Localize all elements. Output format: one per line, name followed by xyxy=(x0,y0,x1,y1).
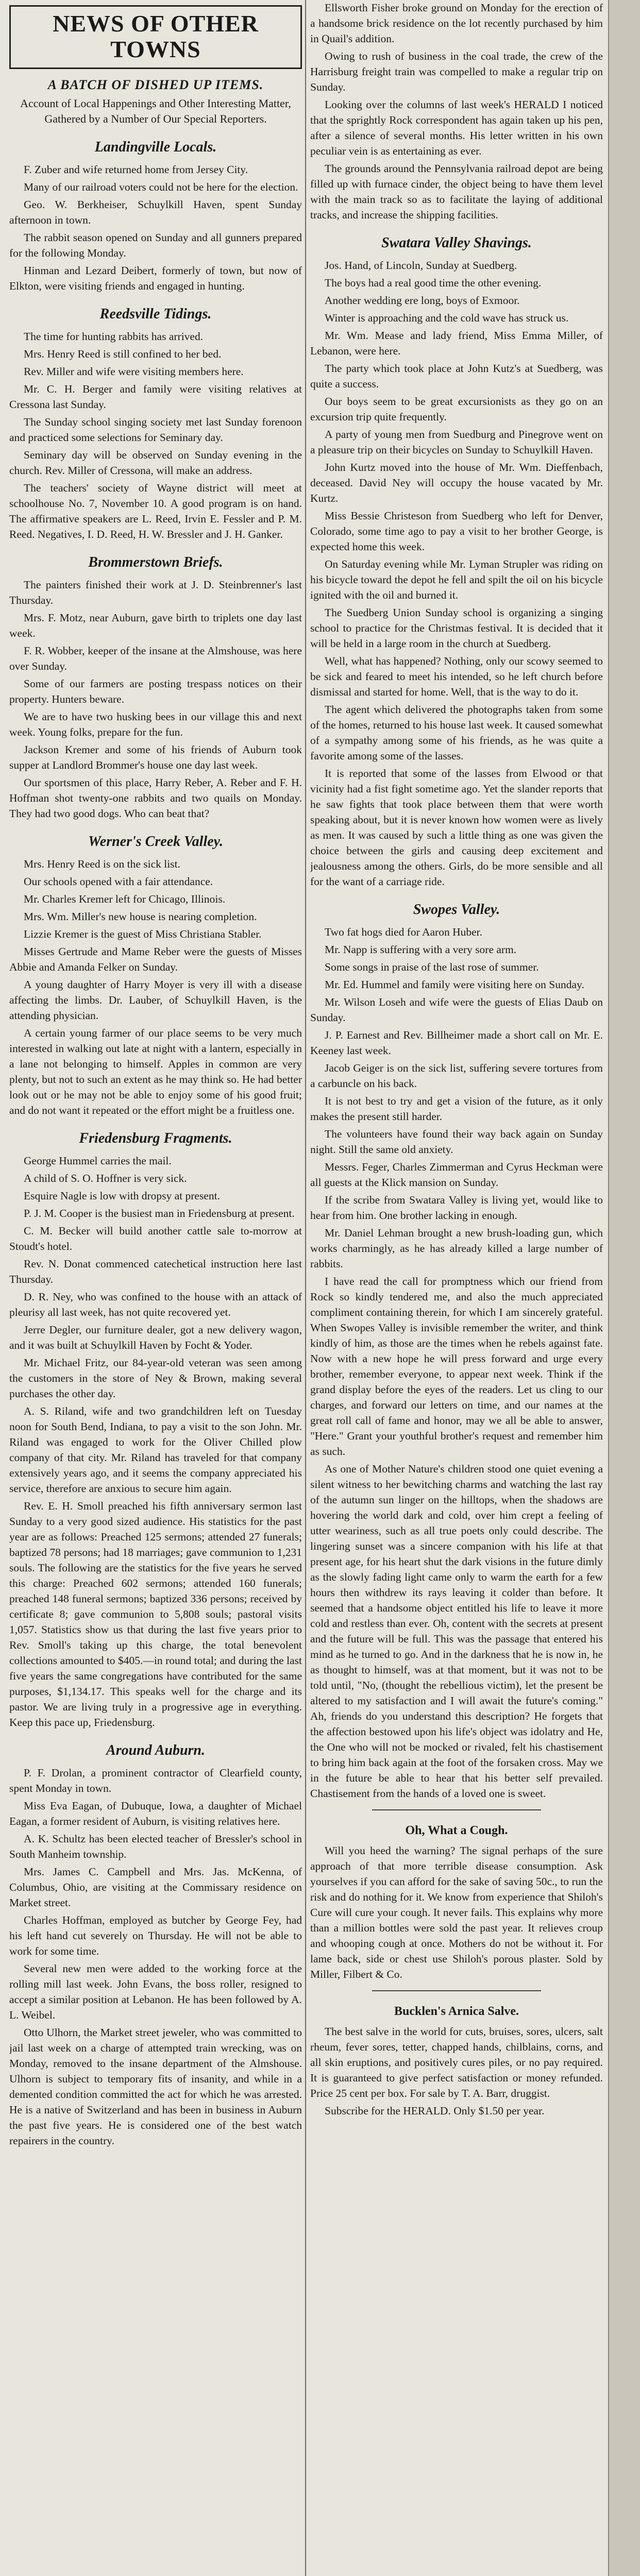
news-item: The Sunday school singing society met last Sunday forenoon and practiced some selections for Seminary day. xyxy=(9,416,302,444)
section-title: Reedsville Tidings. xyxy=(99,306,212,322)
news-item: Jerre Degler, our furniture dealer, got a new delivery wagon, and it was built at Schuylkill Haven by Focht & Yoder. xyxy=(9,1324,302,1351)
news-item: D. R. Ney, who was confined to the house with an attack of pleurisy all last week, has not quite recovered yet. xyxy=(9,1291,302,1318)
news-item: A child of S. O. Hoffner is very sick. xyxy=(24,1172,187,1184)
news-item: F. Zuber and wife returned home from Jersey City. xyxy=(24,163,248,176)
news-item: Another wedding ere long, boys of Exmoor. xyxy=(325,294,520,307)
news-item: The Suedberg Union Sunday school is organizing a singing school to practice for the Christmas festival. It is decided that it will be held in a large room in the church at Suedberg. xyxy=(310,606,603,650)
news-item: The agent which delivered the photographs taken from some of the homes, returned to his house last week. It caused somewhat of a sympathy among some of his friends, as he was quite a favorite among some of the lasses. xyxy=(310,703,603,762)
news-item: On Saturday evening while Mr. Lyman Strupler was riding on his bicycle toward the depot he fell and spilt the oil on his bicycle ignited with the oil and burned it. xyxy=(310,558,603,601)
news-item: If the scribe from Swatara Valley is living yet, would like to hear from him. One brother lacking in enough. xyxy=(310,1194,603,1222)
news-item: Charles Hoffman, employed as butcher by George Fey, had his left hand cut severely on Thursday. He will not be able to work for some time. xyxy=(9,1914,302,1957)
news-item: The grounds around the Pennsylvania railroad depot are being filled up with furnace cinder, the object being to have them level with the main track so as to facilitate the laying of additional tracks, and increase the shipping facilities. xyxy=(310,162,603,221)
headline-subdeck: Account of Local Happenings and Other Interesting Matter, Gathered by a Number of Our Special Reporters. xyxy=(20,97,291,125)
news-item: The volunteers have found their way back again on Sunday night. Still the same old anxiety. xyxy=(310,1128,603,1156)
news-item: It is not best to try and get a vision of the future, as it only makes the present still harder. xyxy=(310,1095,603,1123)
news-item: We are to have two husking bees in our village this and next week. Young folks, prepare for the fun. xyxy=(9,710,302,738)
news-item: Mr. Daniel Lehman brought a new brush-loading gun, which works charmingly, as he has already killed a large number of rabbits. xyxy=(310,1227,603,1270)
news-item: Mrs. James C. Campbell and Mrs. Jas. McKenna, of Columbus, Ohio, are visiting at the Commissary residence on Market street. xyxy=(9,1866,302,1909)
news-item: Well, what has happened? Nothing, only our scowy seemed to be sick and feared to meet his intended, so he left church before dismissal and started for home. Well, that is the way to do it. xyxy=(310,655,603,698)
news-item: Rev. E. H. Smoll preached his fifth anniversary sermon last Sunday to a very good sized audience. His statistics for the past year are as follows: Preached 125 sermons; attended 27 funerals; baptized 78 persons; had 18 marriages; gave communion to 1,231 souls. The following are the statistics for the five years he served this charge: Preached 602 sermons; attended 160 funerals; preached 148 funeral sermons; baptized 336 persons; received by certificate 8; gave communion to 5,808 souls; pastoral visits 1,057. Statistics show us that during the last five years prior to Rev. Smoll's taking up this charge, the total benevolent collections amounted to $405.—in round total; and during the last five years the same congregations have contributed for the same purposes, $1,134.17. This speaks well for the charge and its pastor. We are living truly in a progressive age in everything. Keep this pace up, Friedensburg. xyxy=(9,1500,302,1728)
page-headline: NEWS OF OTHER TOWNS xyxy=(9,5,302,69)
section-title: Brommerstown Briefs. xyxy=(88,554,223,570)
news-item: The time for hunting rabbits has arrived. xyxy=(24,330,204,343)
news-item: Two fat hogs died for Aaron Huber. xyxy=(325,926,482,938)
news-item: The teachers' society of Wayne district will meet at schoolhouse No. 7, November 10. A good program is on hand. The affirmative speakers are L. Reed, Irvin E. Fessler and P. M. Reed. Negatives, I. D. Reed, H. W. Bressler and J. H. Ganker. xyxy=(9,482,302,540)
news-item: Mrs. Wm. Miller's new house is nearing completion. xyxy=(24,910,257,923)
news-item: A certain young farmer of our place seems to be very much interested in walking out late at night with a lantern, especially in a lane not belonging to himself. Apples in common are very plenty, but not to such an extent as he may think so. He had better look out or he may not be able to enjoy some of his good fruit; and do not want it repeated or the effort might be a fruitless one. xyxy=(9,1027,302,1116)
column-rule xyxy=(305,0,306,2576)
news-item: As one of Mother Nature's children stood one quiet evening a silent witness to her bewitching charms and watching the last ray of the autumn sun linger on the hilltops, when the shadows are hovering the world dark and cold, over him crept a feeling of utter weariness, such as all true poets only could describe. The lingering sunset was a sincere companion with his life at that present age, for his heart shut the dark visions in the future dimly as the slowly fading light came only to warm the earth for a few hours then withdrew its rays leaving it colder than before. It seemed that a handsome object entitled his life to leave it more cold and restless than ever. Oh, content with the secrets at present and the future will be full. This was the passage that entered his mind as he turned to go. And in the darkness that he is now in, he as thought to himself, was at that moment, but it was not to be told until, "No, (thought the rebellious victim), let the present be altered to my satisfaction and I will await the future's coming." Ah, friends do you understand this description? He forgets that the affection bestowed upon his life's object was idolatry and He, the One who will not be mocked or rivaled, felt his chastisement to bring him back again at the foot of the forsaken cross. May we in the future be able to hear that his better self prevailed. Chastisement from the hands of a loved one is sweet. xyxy=(310,1463,603,1800)
news-item: Misses Gertrude and Mame Reber were the guests of Misses Abbie and Amanda Felker on Sunday. xyxy=(9,945,302,973)
news-item: F. R. Wobber, keeper of the insane at the Almshouse, was here over Sunday. xyxy=(9,645,302,672)
news-item: Our schools opened with a fair attendance. xyxy=(24,875,213,888)
news-item: P. J. M. Cooper is the busiest man in Friedensburg at present. xyxy=(24,1207,295,1219)
right-sections xyxy=(310,0,603,1801)
news-item: A. K. Schultz has been elected teacher of Bressler's school in South Manheim township. xyxy=(9,1833,302,1860)
ad-divider-2 xyxy=(372,1990,541,1991)
section-title: Landingville Locals. xyxy=(94,139,217,155)
headline-deck: A BATCH OF DISHED UP ITEMS. xyxy=(47,77,264,92)
news-item: The party which took place at John Kutz's at Suedberg, was quite a success. xyxy=(310,362,603,390)
news-item: Ellsworth Fisher broke ground on Monday for the erection of a handsome brick residence on the lot recently purchased by him in Quail's addition. xyxy=(310,2,603,45)
news-item: Miss Bessie Christeson from Suedberg who left for Denver, Colorado, some time ago to pay a visit to her brother George, is expected home this week. xyxy=(310,510,603,553)
ad-salve-title: Bucklen's Arnica Salve. xyxy=(394,2005,519,2018)
news-item: It is reported that some of the lasses from Elwood or that vicinity had a fist fight sometime ago. Yet the slander reports that he saw fights that took place between them that were worth speaking about, but it is never known how women were as lively as men. It was caused by such a little thing as one was given the choice between the girls and causing deep excitement and jealousness among the others. Girls, do be more sensible and all for the want of a carriage ride. xyxy=(310,767,603,888)
news-item: Several new men were added to the working force at the rolling mill last week. John Evans, the boss roller, resigned to accept a similar position at Lebanon. He has been followed by A. L. Weibel. xyxy=(9,1962,302,2021)
left-column xyxy=(9,0,302,2576)
ad-cough-body: Will you heed the warning? The signal perhaps of the sure approach of that more terrible disease consumption. Ask yourselves if you can afford for the sake of saving 50c., to run the risk and do nothing for it. We know from experience that Shiloh's Cure will cure your cough. It never fails. This explains why more than a million bottles were sold the past year. It relieves croup and whooping cough at once. Mothers do not be without it. For lame back, side or chest use Shiloh's porous plaster. Sold by Miller, Filbert & Co. xyxy=(310,1844,603,1980)
section-title: Swopes Valley. xyxy=(413,902,500,918)
news-item: Looking over the columns of last week's HERALD I noticed that the sprightly Rock correspondent has again taken up his pen, after a silence of several months. His letter written in his own peculiar vein is as entertaining as ever. xyxy=(310,98,603,157)
news-item: The rabbit season opened on Sunday and all gunners prepared for the following Monday. xyxy=(9,231,302,259)
ad-salve-body: The best salve in the world for cuts, bruises, sores, ulcers, salt rheum, fever sores, tetter, chapped hands, chilblains, corns, and all skin eruptions, and positively cures piles, or no pay required. It is guaranteed to give perfect satisfaction or money refunded. Price 25 cent per box. For sale by T. A. Barr, druggist. xyxy=(310,2025,603,2099)
right-column xyxy=(310,0,603,2576)
news-item: Mr. Wm. Mease and lady friend, Miss Emma Miller, of Lebanon, were here. xyxy=(310,329,603,357)
news-item: P. F. Drolan, a prominent contractor of Clearfield county, spent Monday in town. xyxy=(9,1767,302,1794)
news-item: The boys had a real good time the other evening. xyxy=(325,277,542,289)
news-item: Mrs. F. Motz, near Auburn, gave birth to triplets one day last week. xyxy=(9,612,302,639)
news-item: Owing to rush of business in the coal trade, the crew of the Harrisburg freight train was compelled to make a regular trip on Sunday. xyxy=(310,50,603,93)
adjacent-page-edge xyxy=(608,0,640,2576)
ad-cough-title: Oh, What a Cough. xyxy=(405,1824,508,1837)
news-item: Mr. Michael Fritz, our 84-year-old veteran was seen among the customers in the store of Ney & Brown, making several purchases the other day. xyxy=(9,1357,302,1400)
news-item: Messrs. Feger, Charles Zimmerman and Cyrus Heckman were all guests at the Klick mansion on Sunday. xyxy=(310,1161,603,1189)
news-item: John Kurtz moved into the house of Mr. Wm. Dieffenbach, deceased. David Ney will occupy the house vacated by Mr. Kurtz. xyxy=(310,461,603,504)
news-item: Winter is approaching and the cold wave has struck us. xyxy=(325,312,569,324)
news-item: Mr. Charles Kremer left for Chicago, Illinois. xyxy=(24,893,226,905)
news-item: C. M. Becker will build another cattle sale to-morrow at Stoudt's hotel. xyxy=(9,1225,302,1252)
news-item: Jacob Geiger is on the sick list, suffering severe tortures from a carbuncle on his back. xyxy=(310,1062,603,1090)
subscribe-note: Subscribe for the HERALD. Only $1.50 per year. xyxy=(325,2105,545,2117)
news-item: Mr. Ed. Hummel and family were visiting here on Sunday. xyxy=(325,978,584,991)
section-title: Around Auburn. xyxy=(106,1742,205,1758)
news-item: Many of our railroad voters could not be here for the election. xyxy=(24,181,298,193)
news-item: Our boys seem to be great excursionists as they go on an excursion trip quite frequently. xyxy=(310,395,603,423)
news-item: Esquire Nagle is low with dropsy at present. xyxy=(24,1190,220,1202)
news-item: Mrs. Henry Reed is on the sick list. xyxy=(24,858,180,870)
news-item: Rev. Miller and wife were visiting members here. xyxy=(24,365,244,378)
ad-divider xyxy=(372,1809,541,1810)
news-item: I have read the call for promptness which our friend from Rock so kindly tendered me, and also the much appreciated compliment containing therein, for which I am sincerely grateful. When Swopes Valley is invisible remember the writer, and think kindly of him, as those are the times when he rebels against fate. Now with a new hope he will press forward and urge every brother, remember everyone, to appear next week. Think if the grand display before the eyes of the readers. Let us cling to our charges, and forward our letters on time, and our names at the great roll call of fame and honor, may we all be able to answer, "Here." Grant your youthful brother's request and remember him as such. xyxy=(310,1275,603,1458)
news-item: Mr. Napp is suffering with a very sore arm. xyxy=(325,943,517,956)
news-item: Mrs. Henry Reed is still confined to her bed. xyxy=(24,348,222,360)
news-item: Miss Eva Eagan, of Dubuque, Iowa, a daughter of Michael Eagan, a former resident of Auburn, is visiting relatives here. xyxy=(9,1800,302,1827)
news-item: Mr. Wilson Loseh and wife were the guests of Elias Daub on Sunday. xyxy=(310,996,603,1024)
news-item: J. P. Earnest and Rev. Billheimer made a short call on Mr. E. Keeney last week. xyxy=(310,1029,603,1057)
news-item: Geo. W. Berkheiser, Schuylkill Haven, spent Sunday afternoon in town. xyxy=(9,198,302,226)
news-item: The painters finished their work at J. D. Steinbrenner's last Thursday. xyxy=(9,579,302,606)
left-sections xyxy=(9,139,302,2148)
news-item: Some of our farmers are posting trespass notices on their property. Hunters beware. xyxy=(9,677,302,705)
section-title: Friedensburg Fragments. xyxy=(79,1130,232,1146)
news-item: A. S. Riland, wife and two grandchildren left on Tuesday noon for South Bend, Indiana, to pay a visit to the son John. Mr. Riland was engaged to work for the Oliver Chilled plow company of that city. Mr. Riland has traveled for that company extensively years ago, and it seems the company appreciated his service, therefore are anxious to secure him again. xyxy=(9,1405,302,1495)
news-item: Jackson Kremer and some of his friends of Auburn took supper at Landlord Brommer's house one day last week. xyxy=(9,743,302,771)
section-title: Swatara Valley Shavings. xyxy=(381,235,532,251)
news-item: Rev. N. Donat commenced catechetical instruction here last Thursday. xyxy=(9,1258,302,1285)
news-item: Some songs in praise of the last rose of summer. xyxy=(325,961,539,973)
news-item: Seminary day will be observed on Sunday evening in the church. Rev. Miller of Cressona, will make an address. xyxy=(9,449,302,477)
news-item: Otto Ulhorn, the Market street jeweler, who was committed to jail last week on a charge of attempted train wrecking, was on Monday, removed to the insane department of the Almshouse. Ulhorn is subject to temporary fits of insanity, and while in a demented condition committed the act for which he was arrested. He is a native of Switzerland and has been in business in Auburn the past five years. He is considered one of the best watch repairers in the country. xyxy=(9,2026,302,2147)
news-item: Jos. Hand, of Lincoln, Sunday at Suedberg. xyxy=(325,259,517,272)
news-item: A party of young men from Suedburg and Pinegrove went on a pleasure trip on their bicycles on Sunday to Schuylkill Haven. xyxy=(310,428,603,456)
section-title: Werner's Creek Valley. xyxy=(88,834,224,850)
news-item: A young daughter of Harry Moyer is very ill with a disease affecting the limbs. Dr. Lauber, of Schuylkill Haven, is the attending physician. xyxy=(9,978,302,1022)
news-item: Our sportsmen of this place, Harry Reber, A. Reber and F. H. Hoffman shot twenty-one rabbits and two quails on Monday. They had two good dogs. Who can beat that? xyxy=(9,776,302,820)
news-item: Hinman and Lezard Deibert, formerly of town, but now of Elkton, were visiting friends and engaged in hunting. xyxy=(9,264,302,292)
news-item: Mr. C. H. Berger and family were visiting relatives at Cressona last Sunday. xyxy=(9,383,302,411)
news-item: George Hummel carries the mail. xyxy=(24,1155,172,1167)
news-item: Lizzie Kremer is the guest of Miss Christiana Stabler. xyxy=(24,928,262,940)
